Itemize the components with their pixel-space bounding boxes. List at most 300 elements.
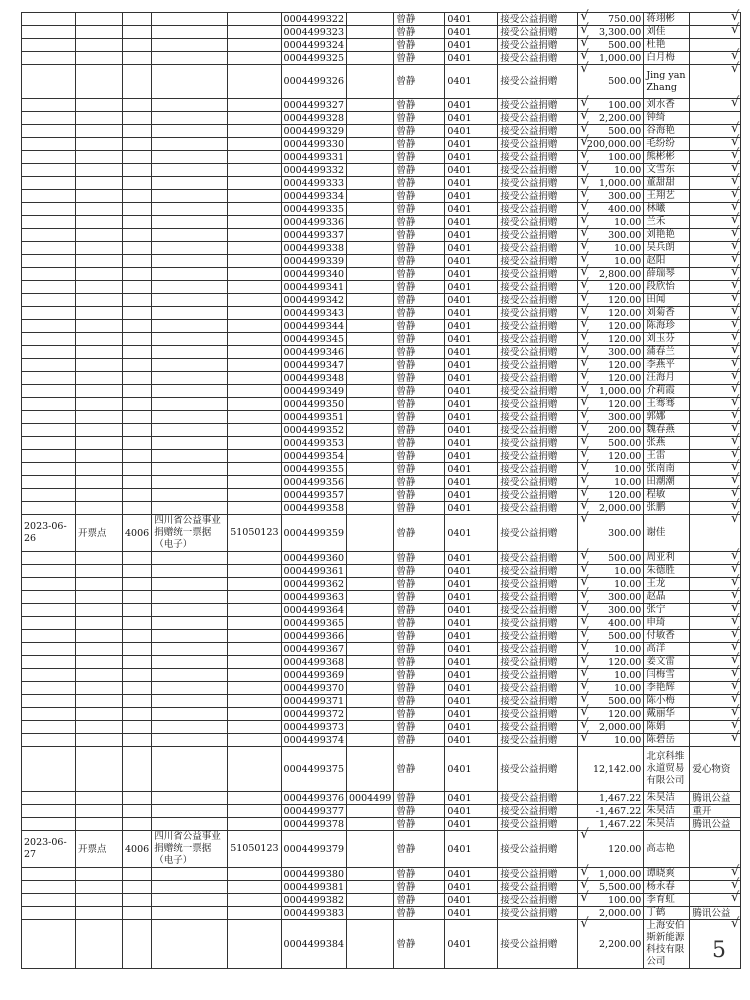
account-text: 0401: [447, 294, 472, 306]
operator-text: 曾静: [396, 99, 416, 111]
amount-text: 1,000.00: [599, 177, 642, 189]
table-row: [22, 242, 741, 255]
linked-number-cell: [347, 734, 394, 747]
checkmark-icon: √: [731, 600, 740, 615]
donor-name-cell: [644, 437, 690, 450]
donation-ledger-table: [21, 9, 741, 969]
checkmark-icon: √: [580, 890, 589, 905]
code-cell: [123, 229, 152, 242]
code-cell: [123, 463, 152, 476]
account-cell: [445, 242, 498, 255]
bill-type-text: 四川省公益事业捐赠统一票据（电子）: [154, 831, 221, 866]
account-text: 0401: [447, 476, 472, 488]
bill-number-text: 0004499327: [283, 99, 344, 111]
bill-number-cell: [281, 643, 346, 656]
bill-number-cell: [281, 552, 346, 565]
donor-name-text: 李育虹: [646, 894, 675, 905]
purpose-cell: [498, 669, 578, 682]
operator-text: 曾静: [396, 881, 416, 893]
amount-text: 10.00: [614, 682, 642, 694]
amount-text: 120.00: [608, 489, 642, 501]
donor-name-text: 王骞骞: [646, 398, 675, 409]
account-text: 0401: [447, 734, 472, 746]
region-code-cell: [228, 831, 281, 868]
operator-text: 曾静: [396, 39, 416, 51]
bill-number-cell: [281, 868, 346, 881]
operator-cell: [394, 831, 445, 868]
purpose-cell: [498, 881, 578, 894]
date-cell: [22, 268, 76, 281]
purpose-text: 接受公益捐赠: [500, 476, 558, 488]
donor-name-cell: [644, 450, 690, 463]
region-code-cell: [228, 151, 281, 164]
checkmark-icon: √: [731, 303, 740, 318]
code-cell: [123, 99, 152, 112]
bill-number-text: 0004499374: [283, 734, 344, 746]
operator-cell: [394, 398, 445, 411]
date-cell: [22, 255, 76, 268]
date-cell: [22, 818, 76, 831]
purpose-cell: [498, 372, 578, 385]
region-code-cell: [228, 920, 281, 969]
ticket-point-cell: [76, 52, 123, 65]
checkmark-icon: √: [731, 368, 740, 383]
bill-type-cell: [152, 604, 228, 617]
checkmark-icon: √: [580, 574, 589, 589]
date-cell: [22, 604, 76, 617]
linked-number-cell: [347, 385, 394, 398]
region-code-cell: [228, 450, 281, 463]
account-cell: [445, 99, 498, 112]
account-cell: [445, 112, 498, 125]
bill-type-cell: [152, 164, 228, 177]
donor-name-cell: [644, 424, 690, 437]
linked-number-cell: [347, 359, 394, 372]
ticket-point-cell: [76, 13, 123, 26]
ticket-point-cell: [76, 489, 123, 502]
purpose-text: 接受公益捐赠: [500, 721, 558, 733]
operator-text: 曾静: [396, 643, 416, 655]
bill-type-cell: [152, 255, 228, 268]
purpose-text: 接受公益捐赠: [500, 669, 558, 681]
linked-number-cell: [347, 307, 394, 320]
checkmark-icon: √: [580, 134, 589, 149]
amount-text: 300.00: [608, 591, 642, 603]
donor-name-cell: [644, 656, 690, 669]
ticket-point-cell: [76, 604, 123, 617]
account-text: 0401: [447, 52, 472, 64]
code-cell: [123, 831, 152, 868]
account-cell: [445, 894, 498, 907]
code-cell: [123, 591, 152, 604]
account-cell: [445, 695, 498, 708]
bill-type-cell: [152, 268, 228, 281]
account-cell: [445, 552, 498, 565]
bill-number-text: 0004499339: [283, 255, 344, 267]
bill-number-text: 0004499370: [283, 682, 344, 694]
purpose-cell: [498, 190, 578, 203]
linked-number-cell: [347, 695, 394, 708]
region-code-cell: [228, 437, 281, 450]
bill-number-text: 0004499331: [283, 151, 344, 163]
checkmark-icon: √: [731, 433, 740, 448]
account-cell: [445, 229, 498, 242]
ticket-point-cell: [76, 359, 123, 372]
bill-number-text: 0004499376: [283, 792, 344, 804]
donor-name-cell: [644, 476, 690, 489]
bill-type-cell: [152, 320, 228, 333]
checkmark-icon: √: [580, 381, 589, 396]
bill-number-text: 0004499357: [283, 489, 344, 501]
date-cell: [22, 476, 76, 489]
checkmark-icon: √: [731, 160, 740, 175]
bill-type-cell: [152, 411, 228, 424]
ticket-point-cell: [76, 643, 123, 656]
bill-number-text: 0004499368: [283, 656, 344, 668]
bill-number-text: 0004499342: [283, 294, 344, 306]
linked-number-cell: [347, 747, 394, 792]
table-row: [22, 734, 741, 747]
account-text: 0401: [447, 527, 472, 539]
region-code-cell: [228, 229, 281, 242]
code-cell: [123, 552, 152, 565]
checkmark-icon: √: [580, 108, 589, 123]
table-row: [22, 591, 741, 604]
bill-number-cell: [281, 112, 346, 125]
date-cell: [22, 372, 76, 385]
donor-name-text: 上海安伯斯新能源科技有限公司: [646, 920, 685, 967]
code-text: 4006: [125, 527, 150, 539]
code-cell: [123, 65, 152, 99]
operator-cell: [394, 346, 445, 359]
note-text: 腾讯公益: [692, 792, 731, 804]
donor-name-text: 魏春燕: [646, 424, 675, 435]
purpose-text: 接受公益捐赠: [500, 502, 558, 514]
purpose-text: 接受公益捐赠: [500, 138, 558, 150]
table-row: [22, 99, 741, 112]
donor-name-text: 刘菊香: [646, 307, 675, 318]
region-code-cell: [228, 643, 281, 656]
account-cell: [445, 708, 498, 721]
operator-text: 曾静: [396, 216, 416, 228]
donor-name-cell: [644, 268, 690, 281]
linked-number-cell: [347, 411, 394, 424]
table-row: [22, 398, 741, 411]
account-text: 0401: [447, 894, 472, 906]
operator-text: 曾静: [396, 255, 416, 267]
ticket-point-cell: [76, 99, 123, 112]
date-cell: [22, 643, 76, 656]
purpose-cell: [498, 203, 578, 216]
code-cell: [123, 476, 152, 489]
operator-cell: [394, 39, 445, 52]
bill-number-cell: [281, 656, 346, 669]
region-code-cell: [228, 881, 281, 894]
linked-number-cell: [347, 255, 394, 268]
code-cell: [123, 868, 152, 881]
date-text: 2023-06-26: [24, 521, 67, 544]
account-text: 0401: [447, 591, 472, 603]
bill-type-cell: [152, 552, 228, 565]
account-text: 0401: [447, 669, 472, 681]
linked-number-cell: [347, 138, 394, 151]
operator-text: 曾静: [396, 463, 416, 475]
region-code-cell: [228, 320, 281, 333]
bill-number-text: 0004499378: [283, 818, 344, 830]
operator-cell: [394, 216, 445, 229]
account-text: 0401: [447, 656, 472, 668]
checkmark-icon: √: [580, 446, 589, 461]
account-text: 0401: [447, 463, 472, 475]
account-cell: [445, 39, 498, 52]
table-row: [22, 489, 741, 502]
account-cell: [445, 747, 498, 792]
donor-name-text: 田闻: [646, 294, 666, 305]
checkmark-icon: √: [731, 394, 740, 409]
donor-name-cell: [644, 333, 690, 346]
bill-number-text: 0004499349: [283, 385, 344, 397]
donor-name-text: 蒋翊彬: [646, 13, 675, 24]
operator-cell: [394, 630, 445, 643]
code-cell: [123, 894, 152, 907]
bill-number-cell: [281, 489, 346, 502]
bill-type-cell: [152, 502, 228, 515]
bill-number-cell: [281, 138, 346, 151]
amount-text: 300.00: [608, 411, 642, 423]
bill-number-cell: [281, 920, 346, 969]
purpose-cell: [498, 682, 578, 695]
purpose-text: 接受公益捐赠: [500, 294, 558, 306]
table-row: [22, 13, 741, 26]
donor-name-text: 闫梅雪: [646, 669, 675, 680]
operator-text: 曾静: [396, 617, 416, 629]
date-text: 2023-06-27: [24, 837, 67, 860]
code-cell: [123, 190, 152, 203]
ticket-point-cell: [76, 398, 123, 411]
operator-text: 曾静: [396, 565, 416, 577]
checkmark-icon: √: [731, 264, 740, 279]
ticket-point-cell: [76, 372, 123, 385]
operator-cell: [394, 868, 445, 881]
account-cell: [445, 818, 498, 831]
ticket-point-cell: [76, 346, 123, 359]
account-text: 0401: [447, 565, 472, 577]
date-cell: [22, 398, 76, 411]
date-cell: [22, 489, 76, 502]
checkmark-icon: √: [580, 368, 589, 383]
checkmark-icon: √: [580, 277, 589, 292]
operator-text: 曾静: [396, 894, 416, 906]
ticket-point-cell: [76, 307, 123, 320]
checkmark-icon: √: [580, 548, 589, 563]
amount-text: 500.00: [608, 76, 642, 87]
checkmark-icon: √: [731, 407, 740, 422]
code-cell: [123, 359, 152, 372]
operator-text: 曾静: [396, 372, 416, 384]
donor-name-text: 段欣怡: [646, 281, 675, 292]
operator-cell: [394, 881, 445, 894]
linked-number-cell: [347, 920, 394, 969]
operator-cell: [394, 372, 445, 385]
operator-text: 曾静: [396, 843, 416, 855]
note-text: 腾讯公益: [692, 818, 731, 830]
checkmark-icon: √: [580, 290, 589, 305]
donor-name-cell: [644, 125, 690, 138]
bill-number-cell: [281, 385, 346, 398]
operator-cell: [394, 805, 445, 818]
linked-number-cell: [347, 578, 394, 591]
bill-number-cell: [281, 281, 346, 294]
bill-type-cell: [152, 13, 228, 26]
bill-number-text: 0004499366: [283, 630, 344, 642]
region-code-cell: [228, 591, 281, 604]
operator-text: 曾静: [396, 792, 416, 804]
purpose-text: 接受公益捐赠: [500, 333, 558, 345]
bill-number-cell: [281, 372, 346, 385]
donor-name-cell: [644, 552, 690, 565]
checkmark-icon: √: [731, 329, 740, 344]
code-cell: [123, 721, 152, 734]
account-cell: [445, 125, 498, 138]
code-cell: [123, 411, 152, 424]
operator-text: 曾静: [396, 76, 416, 87]
operator-text: 曾静: [396, 177, 416, 189]
operator-cell: [394, 229, 445, 242]
operator-text: 曾静: [396, 552, 416, 564]
checkmark-icon: √: [580, 147, 589, 162]
amount-text: 10.00: [614, 669, 642, 681]
table-row: [22, 502, 741, 515]
note-cell: [690, 22, 741, 39]
ticket-point-cell: [76, 747, 123, 792]
account-text: 0401: [447, 281, 472, 293]
bill-type-cell: [152, 450, 228, 463]
account-cell: [445, 565, 498, 578]
code-cell: [123, 424, 152, 437]
operator-text: 曾静: [396, 805, 416, 817]
bill-type-cell: [152, 881, 228, 894]
table-row: [22, 578, 741, 591]
purpose-text: 接受公益捐赠: [500, 489, 558, 501]
region-code-cell: [228, 26, 281, 39]
ticket-point-cell: [76, 26, 123, 39]
operator-cell: [394, 281, 445, 294]
bill-number-cell: [281, 216, 346, 229]
checkmark-icon: √: [731, 238, 740, 253]
donor-name-text: 朱昊洁: [646, 792, 675, 803]
checkmark-icon: √: [580, 121, 589, 136]
donor-name-cell: [644, 617, 690, 630]
date-cell: [22, 52, 76, 65]
operator-cell: [394, 333, 445, 346]
account-cell: [445, 359, 498, 372]
checkmark-icon: √: [580, 264, 589, 279]
purpose-text: 接受公益捐赠: [500, 164, 558, 176]
checkmark-icon: √: [731, 639, 740, 654]
linked-number-cell: [347, 630, 394, 643]
amount-text: 300.00: [608, 346, 642, 358]
account-text: 0401: [447, 437, 472, 449]
region-code-cell: [228, 268, 281, 281]
code-cell: [123, 669, 152, 682]
checkmark-icon: √: [580, 717, 589, 732]
purpose-cell: [498, 591, 578, 604]
purpose-cell: [498, 805, 578, 818]
date-cell: [22, 920, 76, 969]
bill-number-cell: [281, 333, 346, 346]
purpose-text: 接受公益捐赠: [500, 229, 558, 241]
operator-cell: [394, 294, 445, 307]
note-text: 腾讯公益: [692, 907, 731, 919]
date-cell: [22, 65, 76, 99]
bill-number-cell: [281, 190, 346, 203]
bill-type-cell: [152, 630, 228, 643]
account-cell: [445, 177, 498, 190]
donor-name-cell: [644, 604, 690, 617]
date-cell: [22, 907, 76, 920]
operator-text: 曾静: [396, 669, 416, 681]
bill-number-text: 0004499365: [283, 617, 344, 629]
account-text: 0401: [447, 763, 472, 775]
donor-name-text: 兰禾: [646, 216, 666, 227]
donor-name-cell: [644, 805, 690, 818]
purpose-text: 接受公益捐赠: [500, 763, 558, 775]
donor-name-text: 周亚利: [646, 552, 675, 563]
code-cell: [123, 398, 152, 411]
operator-cell: [394, 894, 445, 907]
linked-number-cell: [347, 463, 394, 476]
page-number: 5: [712, 938, 726, 963]
checkmark-icon: √: [580, 600, 589, 615]
purpose-text: 接受公益捐赠: [500, 843, 558, 855]
region-code-cell: [228, 502, 281, 515]
bill-type-cell: [152, 52, 228, 65]
purpose-cell: [498, 578, 578, 591]
checkmark-icon: √: [580, 225, 589, 240]
date-cell: [22, 682, 76, 695]
donor-name-cell: [644, 255, 690, 268]
ticket-point-cell: [76, 515, 123, 552]
ticket-point-cell: [76, 385, 123, 398]
bill-type-cell: [152, 578, 228, 591]
purpose-cell: [498, 868, 578, 881]
amount-text: 500.00: [608, 630, 642, 642]
purpose-text: 接受公益捐赠: [500, 99, 558, 111]
account-text: 0401: [447, 489, 472, 501]
bill-number-text: 0004499340: [283, 268, 344, 280]
purpose-text: 接受公益捐赠: [500, 411, 558, 423]
bill-number-cell: [281, 52, 346, 65]
code-cell: [123, 13, 152, 26]
donor-name-cell: [644, 164, 690, 177]
bill-number-text: 0004499373: [283, 721, 344, 733]
code-cell: [123, 792, 152, 805]
bill-number-text: 0004499354: [283, 450, 344, 462]
region-code-cell: [228, 617, 281, 630]
region-code-cell: [228, 818, 281, 831]
account-text: 0401: [447, 643, 472, 655]
ticket-point-cell: [76, 294, 123, 307]
purpose-cell: [498, 617, 578, 630]
purpose-cell: [498, 630, 578, 643]
bill-number-text: 0004499326: [283, 76, 344, 87]
checkmark-icon: √: [731, 678, 740, 693]
amount-text: 120.00: [608, 294, 642, 306]
operator-cell: [394, 164, 445, 177]
linked-number-text: 0004499: [349, 792, 392, 804]
purpose-cell: [498, 643, 578, 656]
purpose-text: 接受公益捐赠: [500, 805, 558, 817]
